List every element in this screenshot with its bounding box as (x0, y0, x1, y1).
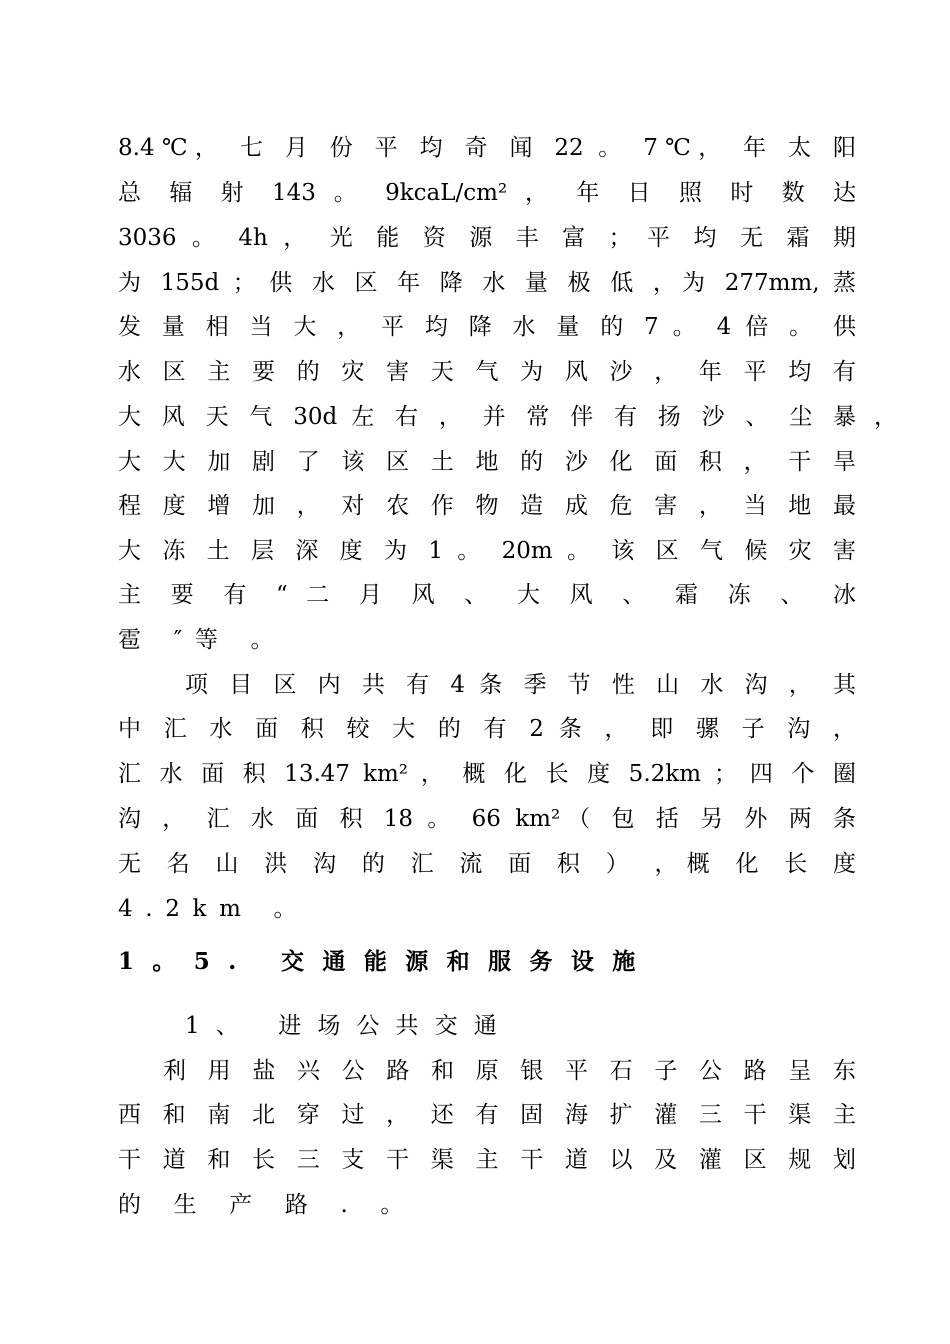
text-line: 汇 水 面 积 13.47 km² ， 概 化 长 度 5.2km ； 四 个 圈 (118, 761, 856, 787)
text-line: 大 风 天 气 30d 左 右 ， 并 常 伴 有 扬 沙 、 尘 暴 (118, 404, 856, 430)
text-line: 主 要 有 “ 二 月 风 、 大 风 、 霜 冻 、 冰 (118, 582, 856, 608)
text-line: 8.4℃， 七 月 份 平 均 奇 闻 22 。 7℃， 年 太 阳 (118, 135, 856, 161)
text-line: 西 和 南 北 穿 过 ， 还 有 固 海 扩 灌 三 干 渠 主 (118, 1102, 856, 1128)
text-line: 大 冻 土 层 深 度 为 1 。 20m 。 该 区 气 候 灾 害 (118, 538, 856, 564)
text-line: 3036 。 4h ， 光 能 资 源 丰 富 ； 平 均 无 霜 期 (118, 225, 856, 251)
text-line: 雹 ″等 。 (118, 627, 287, 653)
text-line: 的 生 产 路 . 。 (118, 1192, 417, 1218)
section-heading: 1。5. 交通能源和服务设施 (118, 948, 654, 975)
text-line: 为 155d ； 供 水 区 年 降 水 量 极 低 ，为 277mm, 蒸 (118, 270, 856, 296)
subheading: 1、 进场公共交通 (185, 1013, 513, 1039)
text-line: 水 区 主 要 的 灾 害 天 气 为 风 沙 ， 年 平 均 有 (118, 359, 856, 385)
text-line: 总 辐 射 143 。 9kcaL/cm² ， 年 日 照 时 数 达 (118, 180, 856, 206)
trailing-comma: ， (874, 404, 897, 430)
text-line: 中 汇 水 面 积 较 大 的 有 2 条 ， 即 骡 子 沟 ， (118, 716, 856, 742)
text-line: 干 道 和 长 三 支 干 渠 主 干 道 以 及 灌 区 规 划 (118, 1147, 856, 1173)
text-line: 沟 ， 汇 水 面 积 18 。 66 km²（ 包 括 另 外 两 条 (118, 806, 856, 832)
text-line: 大 大 加 剧 了 该 区 土 地 的 沙 化 面 积 ， 干 旱 (118, 449, 856, 475)
text-line: 无 名 山 洪 沟 的 汇 流 面 积 ） ，概 化 长 度 (118, 851, 856, 877)
text-line: 4.2km 。 (118, 896, 310, 922)
text-line: 项 目 区 内 共 有 4 条 季 节 性 山 水 沟 ， 其 (185, 672, 856, 698)
text-line: 利 用 盐 兴 公 路 和 原 银 平 石 子 公 路 呈 东 (163, 1058, 856, 1084)
text-line: 发 量 相 当 大 ， 平 均 降 水 量 的 7 。 4 倍 。 供 (118, 314, 856, 340)
text-line: 程 度 增 加 ， 对 农 作 物 造 成 危 害 ， 当 地 最 (118, 493, 856, 519)
